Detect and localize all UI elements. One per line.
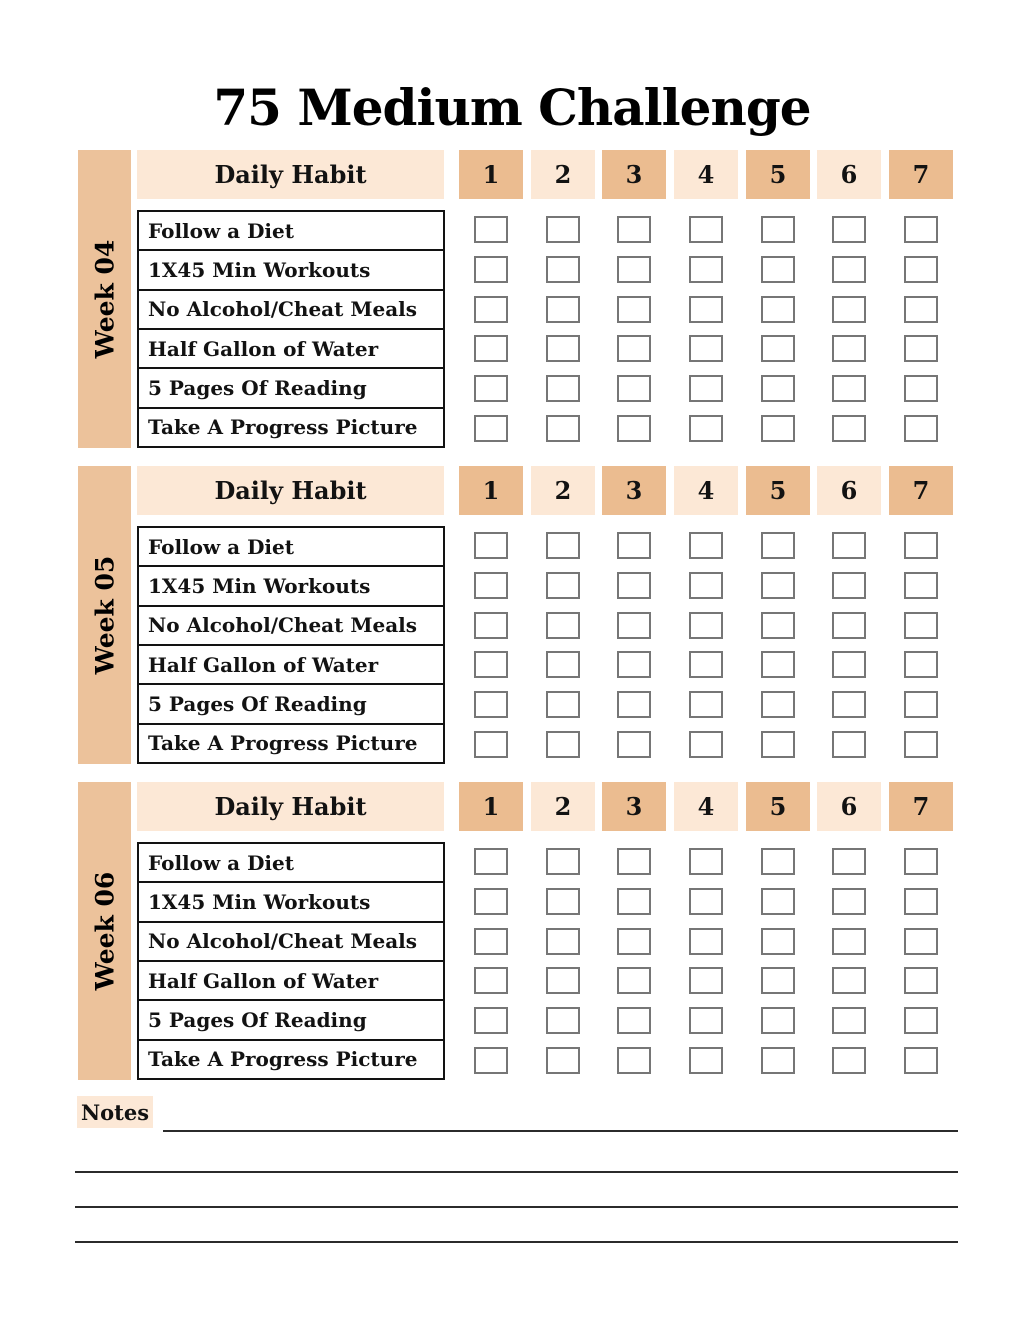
- habit-checkbox[interactable]: [474, 256, 508, 283]
- habit-checkbox[interactable]: [832, 216, 866, 243]
- habit-checkbox[interactable]: [474, 967, 508, 994]
- habit-row: [139, 921, 443, 960]
- habit-checkbox[interactable]: [474, 612, 508, 639]
- habit-checkbox[interactable]: [474, 375, 508, 402]
- day-header-4: 4: [674, 782, 738, 831]
- habit-checkbox[interactable]: [617, 731, 651, 758]
- habit-checkbox[interactable]: [689, 216, 723, 243]
- habit-checkbox[interactable]: [617, 928, 651, 955]
- habit-checkbox[interactable]: [904, 415, 938, 442]
- habit-table: [137, 842, 445, 1080]
- day-header-1: 1: [459, 466, 523, 515]
- habit-row: [139, 844, 443, 881]
- habit-checkbox[interactable]: [546, 888, 580, 915]
- habit-checkbox[interactable]: [761, 731, 795, 758]
- habit-checkbox[interactable]: [474, 848, 508, 875]
- habit-checkbox[interactable]: [546, 296, 580, 323]
- day-header-1: 1: [459, 150, 523, 199]
- habit-checkbox[interactable]: [546, 967, 580, 994]
- habit-checkbox[interactable]: [689, 256, 723, 283]
- habit-checkbox[interactable]: [761, 848, 795, 875]
- habit-checkbox[interactable]: [904, 216, 938, 243]
- day-header-6: 6: [817, 782, 881, 831]
- habit-checkbox[interactable]: [546, 216, 580, 243]
- habit-checkbox[interactable]: [617, 532, 651, 559]
- habit-checkbox[interactable]: [904, 612, 938, 639]
- habit-checkbox[interactable]: [617, 572, 651, 599]
- habit-checkbox[interactable]: [546, 848, 580, 875]
- habit-row: [139, 249, 443, 288]
- habit-label: 1X45 Min Workouts: [148, 573, 371, 598]
- habit-checkbox[interactable]: [689, 967, 723, 994]
- daily-habit-header: Daily Habit: [137, 150, 444, 199]
- habit-checkbox[interactable]: [832, 691, 866, 718]
- habit-checkbox[interactable]: [904, 1047, 938, 1074]
- habit-checkbox[interactable]: [832, 532, 866, 559]
- week-section-week-05: [0, 466, 1024, 764]
- habit-checkbox[interactable]: [904, 572, 938, 599]
- habit-checkbox[interactable]: [474, 1007, 508, 1034]
- week-label-band: [78, 466, 131, 764]
- habit-checkbox[interactable]: [617, 967, 651, 994]
- habit-checkbox[interactable]: [761, 1007, 795, 1034]
- habit-checkbox[interactable]: [617, 1047, 651, 1074]
- habit-checkbox[interactable]: [689, 572, 723, 599]
- habit-checkbox[interactable]: [832, 967, 866, 994]
- habit-row: [139, 212, 443, 249]
- habit-checkbox[interactable]: [617, 216, 651, 243]
- habit-checkbox[interactable]: [689, 1047, 723, 1074]
- habit-checkbox[interactable]: [832, 572, 866, 599]
- habit-checkbox[interactable]: [832, 256, 866, 283]
- habit-checkbox[interactable]: [904, 888, 938, 915]
- habit-checkbox[interactable]: [689, 848, 723, 875]
- habit-checkbox[interactable]: [832, 651, 866, 678]
- week-section-week-06: [0, 782, 1024, 1080]
- habit-row: [139, 289, 443, 328]
- habit-table: [137, 526, 445, 764]
- habit-checkbox[interactable]: [761, 612, 795, 639]
- habit-row: [139, 528, 443, 565]
- habit-checkbox[interactable]: [546, 928, 580, 955]
- day-header-7: 7: [889, 782, 953, 831]
- habit-checkbox[interactable]: [617, 651, 651, 678]
- habit-checkbox[interactable]: [617, 691, 651, 718]
- habit-checkbox[interactable]: [546, 691, 580, 718]
- habit-checkbox[interactable]: [546, 256, 580, 283]
- habit-checkbox[interactable]: [904, 375, 938, 402]
- habit-row: [139, 723, 443, 762]
- habit-checkbox[interactable]: [546, 335, 580, 362]
- habit-checkbox[interactable]: [832, 1007, 866, 1034]
- habit-checkbox[interactable]: [832, 415, 866, 442]
- habit-checkbox[interactable]: [832, 612, 866, 639]
- habit-label: Take A Progress Picture: [148, 731, 418, 756]
- habit-checkbox[interactable]: [689, 928, 723, 955]
- habit-checkbox[interactable]: [904, 1007, 938, 1034]
- habit-label: Follow a Diet: [148, 218, 294, 243]
- habit-checkbox[interactable]: [689, 415, 723, 442]
- day-header-1: 1: [459, 782, 523, 831]
- habit-label: Half Gallon of Water: [148, 652, 379, 677]
- habit-checkbox[interactable]: [689, 335, 723, 362]
- day-header-5: 5: [746, 150, 810, 199]
- habit-checkbox[interactable]: [474, 731, 508, 758]
- note-line: [75, 1206, 958, 1208]
- habit-checkbox[interactable]: [832, 1047, 866, 1074]
- habit-checkbox[interactable]: [546, 375, 580, 402]
- day-header-4: 4: [674, 466, 738, 515]
- habit-checkbox[interactable]: [617, 256, 651, 283]
- habit-checkbox[interactable]: [904, 256, 938, 283]
- habit-checkbox[interactable]: [689, 532, 723, 559]
- habit-checkbox[interactable]: [761, 415, 795, 442]
- habit-checkbox[interactable]: [617, 335, 651, 362]
- habit-checkbox[interactable]: [474, 335, 508, 362]
- habit-checkbox[interactable]: [904, 532, 938, 559]
- habit-label: Take A Progress Picture: [148, 1047, 418, 1072]
- habit-checkbox[interactable]: [832, 375, 866, 402]
- habit-checkbox[interactable]: [689, 691, 723, 718]
- habit-checkbox[interactable]: [761, 532, 795, 559]
- habit-checkbox[interactable]: [689, 651, 723, 678]
- habit-row: [139, 999, 443, 1038]
- note-line: [75, 1171, 958, 1173]
- week-section-week-04: [0, 150, 1024, 448]
- habit-checkbox[interactable]: [904, 691, 938, 718]
- notes-label: Notes: [77, 1096, 153, 1128]
- habit-checkbox[interactable]: [546, 572, 580, 599]
- habit-checkbox[interactable]: [546, 1007, 580, 1034]
- habit-checkbox[interactable]: [617, 848, 651, 875]
- habit-row: [139, 960, 443, 999]
- habit-label: No Alcohol/Cheat Meals: [148, 929, 418, 954]
- habit-checkbox[interactable]: [546, 651, 580, 678]
- habit-label: Half Gallon of Water: [148, 336, 379, 361]
- habit-checkbox[interactable]: [546, 415, 580, 442]
- habit-checkbox[interactable]: [617, 888, 651, 915]
- habit-checkbox[interactable]: [904, 928, 938, 955]
- habit-checkbox[interactable]: [474, 651, 508, 678]
- habit-checkbox[interactable]: [617, 375, 651, 402]
- habit-checkbox[interactable]: [689, 375, 723, 402]
- habit-row: [139, 1039, 443, 1078]
- day-header-2: 2: [531, 150, 595, 199]
- habit-checkbox[interactable]: [474, 1047, 508, 1074]
- day-header-6: 6: [817, 466, 881, 515]
- habit-checkbox[interactable]: [904, 731, 938, 758]
- day-header-7: 7: [889, 466, 953, 515]
- habit-checkbox[interactable]: [689, 888, 723, 915]
- day-header-2: 2: [531, 782, 595, 831]
- habit-checkbox[interactable]: [761, 335, 795, 362]
- habit-checkbox[interactable]: [761, 572, 795, 599]
- day-header-3: 3: [602, 782, 666, 831]
- habit-checkbox[interactable]: [761, 691, 795, 718]
- habit-checkbox[interactable]: [832, 335, 866, 362]
- day-header-5: 5: [746, 466, 810, 515]
- habit-checkbox[interactable]: [617, 415, 651, 442]
- habit-label: 5 Pages Of Reading: [148, 1007, 367, 1032]
- habit-checkbox[interactable]: [761, 651, 795, 678]
- habit-checkbox[interactable]: [546, 532, 580, 559]
- habit-label: 5 Pages Of Reading: [148, 375, 367, 400]
- page-title: 75 Medium Challenge: [213, 78, 811, 137]
- note-line: [163, 1130, 958, 1132]
- habit-checkbox[interactable]: [546, 731, 580, 758]
- habit-checkbox[interactable]: [761, 1047, 795, 1074]
- habit-label: No Alcohol/Cheat Meals: [148, 613, 418, 638]
- habit-checkbox[interactable]: [546, 612, 580, 639]
- habit-label: 1X45 Min Workouts: [148, 257, 371, 282]
- habit-checkbox[interactable]: [474, 572, 508, 599]
- habit-row: [139, 683, 443, 722]
- day-header-4: 4: [674, 150, 738, 199]
- week-label-band: [78, 782, 131, 1080]
- habit-row: [139, 565, 443, 604]
- habit-checkbox[interactable]: [904, 848, 938, 875]
- week-label: Week 05: [90, 555, 119, 675]
- day-header-5: 5: [746, 782, 810, 831]
- habit-label: 1X45 Min Workouts: [148, 889, 371, 914]
- day-header-2: 2: [531, 466, 595, 515]
- week-label: Week 06: [90, 871, 119, 991]
- habit-checkbox[interactable]: [546, 1047, 580, 1074]
- habit-row: [139, 644, 443, 683]
- week-label: Week 04: [90, 239, 119, 359]
- habit-checkbox[interactable]: [474, 296, 508, 323]
- habit-checkbox[interactable]: [904, 967, 938, 994]
- habit-checkbox[interactable]: [474, 532, 508, 559]
- day-header-6: 6: [817, 150, 881, 199]
- habit-label: Take A Progress Picture: [148, 415, 418, 440]
- week-label-band: [78, 150, 131, 448]
- habit-label: No Alcohol/Cheat Meals: [148, 297, 418, 322]
- habit-checkbox[interactable]: [904, 651, 938, 678]
- habit-checkbox[interactable]: [617, 296, 651, 323]
- habit-checkbox[interactable]: [904, 296, 938, 323]
- habit-checkbox[interactable]: [474, 216, 508, 243]
- habit-row: [139, 881, 443, 920]
- habit-checkbox[interactable]: [761, 216, 795, 243]
- habit-row: [139, 605, 443, 644]
- habit-checkbox[interactable]: [474, 415, 508, 442]
- habit-checkbox[interactable]: [474, 888, 508, 915]
- habit-checkbox[interactable]: [617, 1007, 651, 1034]
- habit-checkbox[interactable]: [474, 691, 508, 718]
- habit-checkbox[interactable]: [761, 296, 795, 323]
- day-header-7: 7: [889, 150, 953, 199]
- habit-checkbox[interactable]: [761, 967, 795, 994]
- day-header-3: 3: [602, 466, 666, 515]
- habit-checkbox[interactable]: [689, 1007, 723, 1034]
- habit-label: Half Gallon of Water: [148, 968, 379, 993]
- habit-row: [139, 367, 443, 406]
- habit-checkbox[interactable]: [832, 731, 866, 758]
- habit-checkbox[interactable]: [832, 296, 866, 323]
- habit-checkbox[interactable]: [761, 888, 795, 915]
- habit-checkbox[interactable]: [832, 928, 866, 955]
- habit-checkbox[interactable]: [832, 848, 866, 875]
- habit-checkbox[interactable]: [689, 612, 723, 639]
- habit-row: [139, 407, 443, 446]
- note-line: [75, 1241, 958, 1243]
- habit-checkbox[interactable]: [689, 731, 723, 758]
- habit-checkbox[interactable]: [689, 296, 723, 323]
- habit-table: [137, 210, 445, 448]
- habit-checkbox[interactable]: [904, 335, 938, 362]
- habit-checkbox[interactable]: [832, 888, 866, 915]
- habit-checkbox[interactable]: [617, 612, 651, 639]
- daily-habit-header: Daily Habit: [137, 466, 444, 515]
- habit-checkbox[interactable]: [761, 256, 795, 283]
- habit-row: [139, 328, 443, 367]
- habit-checkbox[interactable]: [761, 375, 795, 402]
- day-header-3: 3: [602, 150, 666, 199]
- habit-label: Follow a Diet: [148, 534, 294, 559]
- habit-label: 5 Pages Of Reading: [148, 691, 367, 716]
- habit-checkbox[interactable]: [761, 928, 795, 955]
- daily-habit-header: Daily Habit: [137, 782, 444, 831]
- habit-checkbox[interactable]: [474, 928, 508, 955]
- habit-label: Follow a Diet: [148, 850, 294, 875]
